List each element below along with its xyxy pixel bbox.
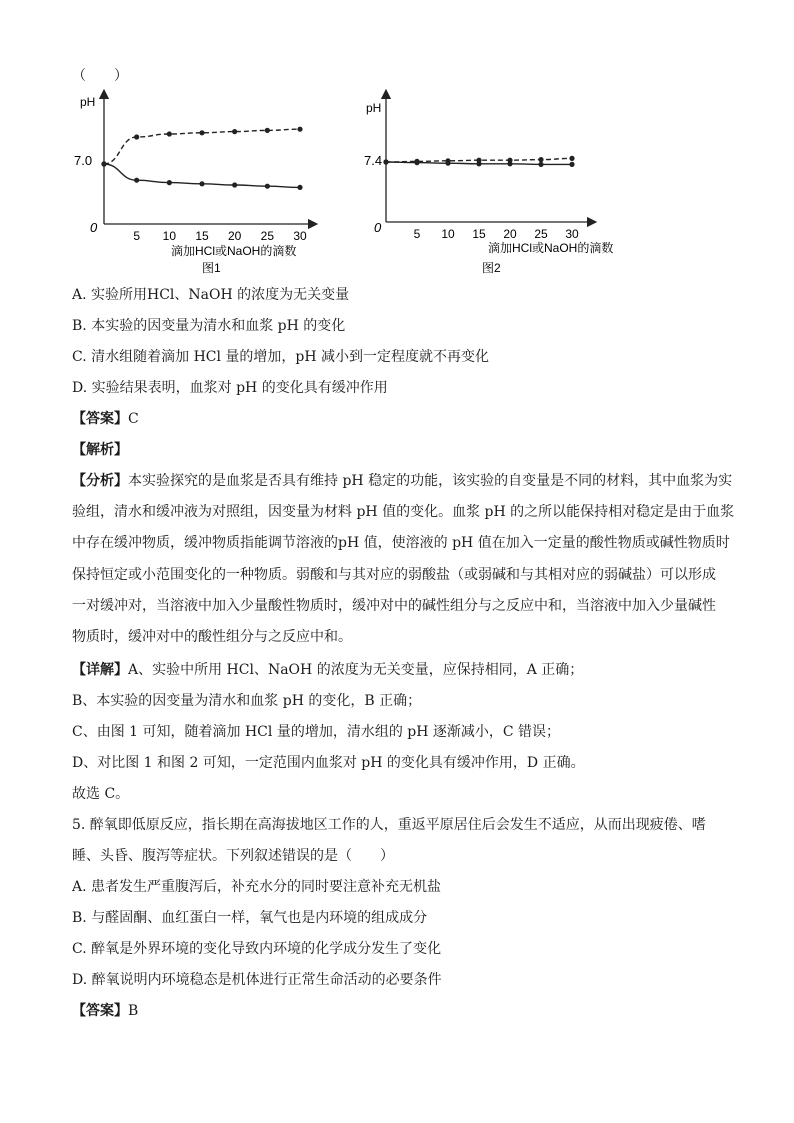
q5-stem-line: 睡、头昏、腹泻等症状。下列叙述错误的是（ ） [72, 848, 394, 864]
q5-answer [72, 1001, 138, 1021]
detail-line: C、由图 1 可知，随着滴加 HCl 量的增加，清水组的 pH 逐渐减小，C 错误； [72, 724, 561, 740]
x-axis-label: 滴加HCl或NaOH的滴数 [488, 241, 614, 255]
q4-option-b: B. 本实验的因变量为清水和血浆 pH 的变化 [72, 318, 346, 334]
question-stem-tail: （ ） [72, 68, 128, 84]
q4-answer [72, 409, 139, 429]
q4-option-d: D. 实验结果表明，血浆对 pH 的变化具有缓冲作用 [72, 380, 388, 396]
data-point [199, 130, 204, 135]
x-tick-label: 5 [413, 227, 421, 241]
data-point [134, 178, 139, 183]
data-point [232, 129, 237, 134]
answer-value: B [128, 1003, 139, 1019]
answer-value: C [128, 411, 139, 427]
x-tick-label: 10 [162, 229, 177, 243]
q5-option-b: B. 与醛固酮、血红蛋白一样，氧气也是内环境的组成成分 [72, 910, 428, 926]
x-tick-label: 15 [195, 229, 209, 243]
chart-series [383, 156, 574, 167]
x-tick-label: 10 [441, 227, 455, 241]
detail-line: 【详解】A、实验中所用 HCl、NaOH 的浓度为无关变量，应保持相同，A 正确； [72, 662, 584, 678]
fenxi-line: 保持恒定或小范围变化的一种物质。弱酸和与其对应的弱酸盐（或弱碱和与其相对应的弱碱盐）可以形成 [72, 567, 716, 583]
q5-option-d: D. 醉氧说明内环境稳态是机体进行正常生命活动的必要条件 [72, 972, 442, 988]
chart-figure-2 [352, 88, 642, 283]
q4-option-a: A. 实验所用HCl、NaOH 的浓度为无关变量 [72, 287, 350, 303]
chart-caption: 图2 [482, 261, 501, 275]
data-point [265, 128, 270, 133]
fenxi-line: 【分析】本实验探究的是血浆是否具有维持 pH 稳定的功能，该实验的自变量是不同的材料，其中血浆为实 [72, 473, 733, 489]
data-point [232, 182, 237, 187]
fenxi-line: 一对缓冲对，当溶液中加入少量酸性物质时，缓冲对中的碱性组分与之反应中和，当溶液中加入少量碱性 [72, 598, 716, 614]
q5-option-c: C. 醉氧是外界环境的变化导致内环境的化学成分发生了变化 [72, 941, 442, 957]
q4-option-c: C. 清水组随着滴加 HCl 量的增加，pH 减小到一定程度就不再变化 [72, 349, 490, 365]
x-tick-label: 20 [227, 229, 242, 243]
y-tick-label: 7.4 [364, 153, 383, 168]
y-tick-label: 7.0 [74, 153, 93, 168]
x-tick-label: 15 [472, 227, 486, 241]
y-axis-label: pH [80, 95, 96, 109]
q5-stem-line: 5. 醉氧即低原反应，指长期在高海拔地区工作的人，重返平原居住后会发生不适应，从而出现疲倦、嗜 [72, 817, 706, 833]
x-tick-label: 20 [503, 227, 517, 241]
fenxi-tag: 【分析】 [72, 473, 128, 489]
data-point [538, 157, 543, 162]
fenxi-line: 验组，清水和缓冲液为对照组，因变量为材料 pH 值的变化。血浆 pH 的之所以能保持相对稳定是由于血浆 [72, 504, 735, 520]
data-point [414, 160, 419, 165]
answer-tag: 【答案】 [72, 1003, 128, 1019]
x-tick-labels [133, 229, 307, 243]
x-axis-label: 滴加HCl或NaOH的滴数 [171, 244, 297, 258]
data-point [167, 131, 172, 136]
data-point [101, 161, 106, 166]
data-point [167, 180, 172, 185]
data-point [569, 162, 574, 167]
conclusion-line: 故选 C。 [72, 786, 130, 802]
fenxi-line: 中存在缓冲物质，缓冲物质指能调节溶液的pH 值，使溶液的 pH 值在加入一定量的酸性物质或碱性物质时 [72, 535, 730, 551]
chart-series [101, 127, 302, 190]
x-tick-label: 30 [293, 229, 307, 243]
analysis-heading: 【解析】 [72, 442, 128, 458]
data-point [445, 161, 450, 166]
x-tick-label: 25 [260, 229, 275, 243]
data-point [569, 156, 574, 161]
detail-tag: 【详解】 [72, 662, 128, 678]
answer-tag: 【答案】 [72, 411, 128, 427]
x-tick-label: 5 [133, 229, 141, 243]
chart-caption: 图1 [202, 261, 221, 275]
data-point [476, 161, 481, 166]
origin-label: 0 [90, 220, 98, 235]
data-point [265, 184, 270, 189]
x-tick-label: 30 [565, 227, 579, 241]
q5-option-a: A. 患者发生严重腹泻后，补充水分的同时要注意补充无机盐 [72, 879, 442, 895]
detail-line: D、对比图 1 和图 2 可知，一定范围内血浆对 pH 的变化具有缓冲作用，D 正确。 [72, 755, 585, 771]
origin-label: 0 [374, 220, 382, 235]
data-point [383, 159, 388, 164]
data-point [507, 161, 512, 166]
data-point [199, 181, 204, 186]
fenxi-line: 物质时，缓冲对中的酸性组分与之反应中和。 [72, 629, 352, 645]
x-tick-labels [414, 227, 579, 241]
data-point [134, 134, 139, 139]
data-point [538, 162, 543, 167]
chart-figure-1 [70, 88, 330, 283]
data-point [297, 185, 302, 190]
detail-line: B、本实验的因变量为清水和血浆 pH 的变化，B 正确； [72, 693, 422, 709]
data-point [297, 127, 302, 132]
y-axis-label: pH [366, 101, 382, 115]
x-tick-label: 25 [534, 227, 548, 241]
